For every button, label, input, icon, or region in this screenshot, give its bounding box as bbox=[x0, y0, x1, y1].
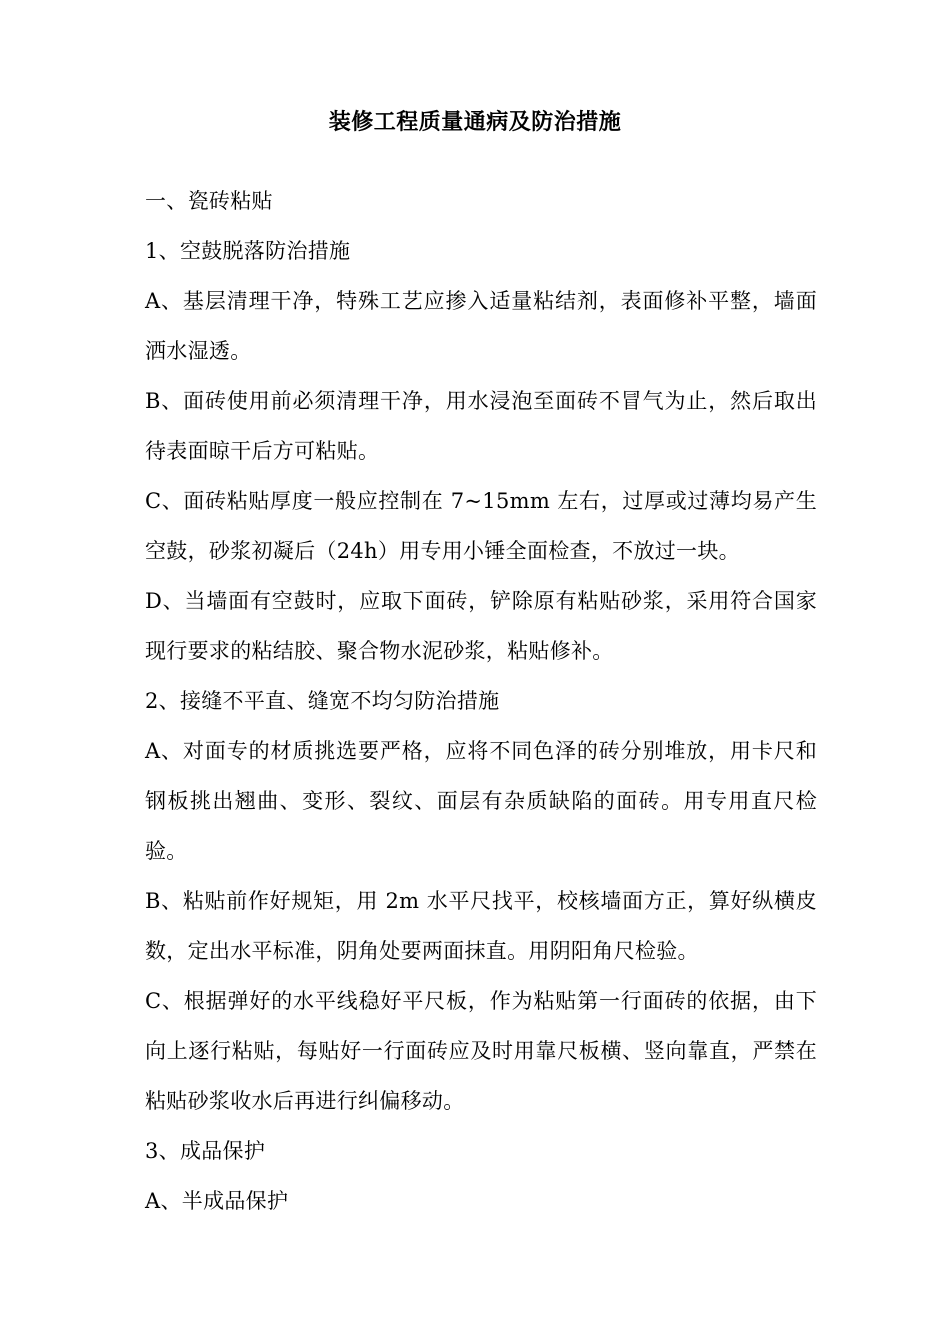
paragraph-2b: B、粘贴前作好规矩，用 2m 水平尺找平，校核墙面方正，算好纵横皮数，定出水平标准，阴角处要两面抹直。用阴阳角尺检验。 bbox=[145, 889, 817, 963]
subsection-heading-joints: 2、接缝不平直、缝宽不均匀防治措施 bbox=[145, 689, 500, 713]
paragraph-1d: D、当墙面有空鼓时，应取下面砖，铲除原有粘贴砂浆，采用符合国家现行要求的粘结胶、聚合物水泥砂浆，粘贴修补。 bbox=[145, 589, 817, 663]
paragraph-2c: C、根据弹好的水平线稳好平尺板，作为粘贴第一行面砖的依据，由下向上逐行粘贴，每贴好一行面砖应及时用靠尺板横、竖向靠直，严禁在粘贴砂浆收水后再进行纠偏移动。 bbox=[145, 989, 817, 1113]
paragraph-1b: B、面砖使用前必须清理干净，用水浸泡至面砖不冒气为止，然后取出待表面晾干后方可粘贴。 bbox=[145, 389, 817, 463]
subsection-heading-hollowing: 1、空鼓脱落防治措施 bbox=[145, 239, 351, 263]
paragraph-1c: C、面砖粘贴厚度一般应控制在 7~15mm 左右，过厚或过薄均易产生空鼓，砂浆初凝后（24h）用专用小锤全面检查，不放过一块。 bbox=[145, 489, 817, 563]
section-heading-tile-bonding: 一、瓷砖粘贴 bbox=[145, 189, 273, 213]
subsection-heading-protection: 3、成品保护 bbox=[145, 1139, 266, 1163]
document-body bbox=[145, 176, 817, 1226]
document-title: 装修工程质量通病及防治措施 bbox=[328, 109, 622, 135]
paragraph-3a: A、半成品保护 bbox=[145, 1189, 289, 1213]
paragraph-1a: A、基层清理干净，特殊工艺应掺入适量粘结剂，表面修补平整，墙面洒水湿透。 bbox=[145, 289, 817, 363]
paragraph-2a: A、对面专的材质挑选要严格，应将不同色泽的砖分别堆放，用卡尺和钢板挑出翘曲、变形、裂纹、面层有杂质缺陷的面砖。用专用直尺检验。 bbox=[145, 739, 817, 863]
